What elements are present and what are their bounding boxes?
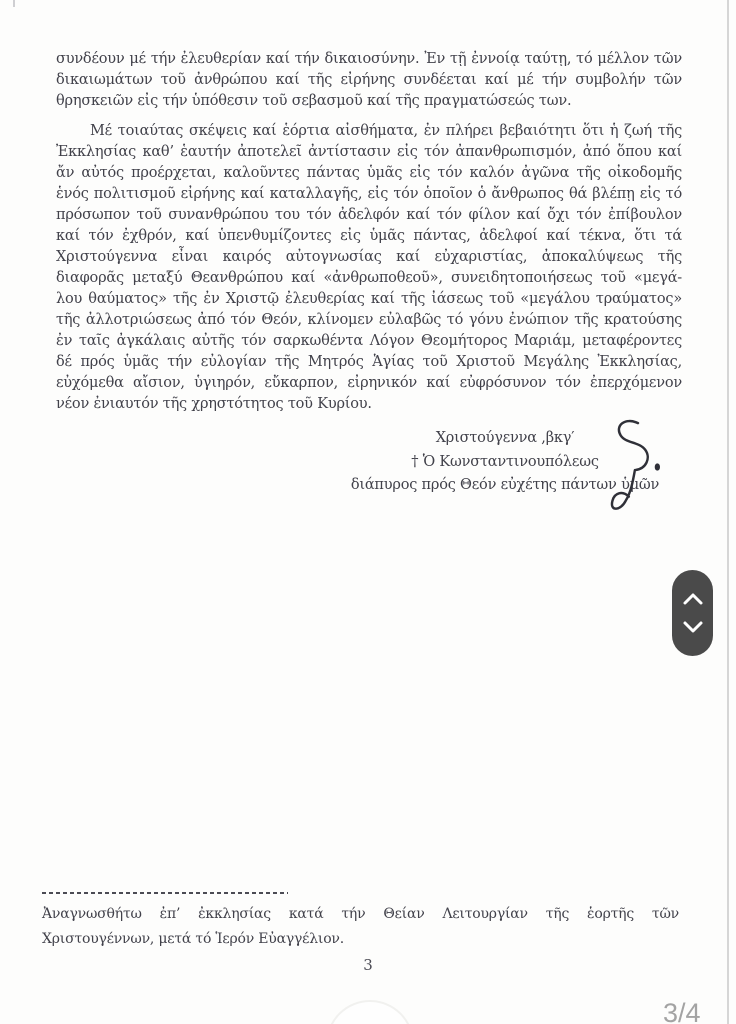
paragraph-closing	[56, 121, 682, 415]
page-nav-control	[672, 570, 713, 656]
footnote-block	[42, 888, 679, 952]
signature-name: † Ὁ Κωνσταντινουπόλεως	[411, 453, 599, 470]
chevron-down-icon	[679, 618, 707, 636]
signature-closing: διάπυρος πρός Θεόν εὐχέτης πάντων ὑμῶν	[350, 477, 660, 493]
text-line: δέ πρός ὑμᾶς τήν εὐλογίαν τῆς Μητρός Ἁγίας τοῦ Χριστοῦ Μεγάλης Ἐκκλησίας,	[56, 354, 682, 370]
text-line: θρησκειῶν εἰς τήν ὑπόθεσιν τοῦ σεβασμοῦ καί τῆς πραγματώσεώς των.	[56, 93, 572, 109]
chevron-up-icon	[679, 590, 707, 608]
page-up-button[interactable]	[678, 589, 708, 609]
text-line: πρόσωπον τοῦ συνανθρώπου του τόν ἀδελφόν καί τόν φίλον καί ὄχι τόν ἐπίβουλον	[56, 207, 682, 223]
scan-edge-mark	[13, 0, 15, 7]
text-line: Ἐκκλησίας καθ’ ἑαυτήν ἀποτελεῖ ἀντίστασιν εἰς τόν ἀπανθρωπισμόν, ἀπό ὅπου καί	[56, 144, 682, 160]
text-line: ἐν ταῖς ἀγκάλαις αὐτῆς τόν σαρκωθέντα Λόγον Θεομήτορος Μαριάμ, μεταφέροντες	[56, 333, 682, 349]
footnote-separator	[42, 892, 288, 894]
text-line: νέον ἐνιαυτόν τῆς χρηστότητος τοῦ Κυρίου.	[56, 396, 372, 412]
text-line: λου θαύματος» τῆς ἐν Χριστῷ ἐλευθερίας καί τῆς ἰάσεως τοῦ «μεγάλου τραύματος»	[56, 291, 682, 307]
text-line: εὐχόμεθα αἴσιον, ὑγιηρόν, εὔκαρπον, εἰρηνικόν καί εὐφρόσυνον τόν ἐπερχόμενον	[56, 375, 682, 391]
text-line: καί τόν ἐχθρόν, καί ὑπενθυμίζοντες εἰς ὑμᾶς πάντας, ἀδελφοί καί τέκνα, ὅτι τά	[56, 228, 682, 244]
signature-date: Χριστούγεννα ,βκγ′	[435, 430, 575, 446]
text-line: Μέ τοιαύτας σκέψεις καί ἑόρτια αἰσθήματα, ἐν πλήρει βεβαιότητι ὅτι ἡ ζωή τῆς	[90, 123, 682, 139]
text-line: ἑνός πολιτισμοῦ εἰρήνης καί καταλλαγῆς, εἰς τόν ὁποῖον ὁ ἄνθρωπος θά βλέπῃ εἰς τό	[56, 186, 682, 202]
text-line: Χριστούγεννα εἶναι καιρός αὐτογνωσίας καί εὐχαριστίας, ἀποκαλύψεως τῆς	[56, 249, 682, 265]
text-line: ἄν αὐτός προέρχεται, καλοῦντες πάντας ὑμᾶς εἰς τόν καλόν ἀγῶνα τῆς οἰκοδομῆς	[56, 165, 682, 181]
text-line: τῆς ἀλλοτριώσεως ἀπό τόν Θεόν, κλίνομεν εὐλαβῶς τό γόνυ ἐνώπιον τῆς κρατούσης	[56, 312, 682, 328]
scan-watermark-circle	[326, 1000, 414, 1024]
paragraph-continuation	[56, 49, 682, 112]
page-down-button[interactable]	[678, 617, 708, 637]
text-line: Χριστουγέννων, μετά τό Ἱερόν Εὐαγγέλιον.	[42, 931, 344, 947]
document-body	[56, 49, 682, 415]
page-number: 3	[363, 956, 373, 974]
handwritten-signature-icon	[603, 416, 675, 518]
text-line: Ἀναγνωσθήτω ἐπ’ ἐκκλησίας κατά τήν Θείαν Λειτουργίαν τῆς ἑορτῆς τῶν	[42, 906, 679, 922]
text-line: διαφορᾶς μεταξύ Θεανθρώπου καί «ἀνθρωποθεοῦ», συνειδητοποιήσεως τοῦ «μεγά-	[56, 270, 682, 286]
page-edge-line	[727, 0, 729, 1024]
footnote-text	[42, 902, 679, 952]
text-line: δικαιωμάτων τοῦ ἀνθρώπου καί τῆς εἰρήνης συνδέεται καί μέ τήν συμβολήν τῶν	[56, 72, 682, 88]
page-indicator: 3/4	[663, 998, 701, 1024]
text-line: συνδέουν μέ τήν ἐλευθερίαν καί τήν δικαιοσύνην. Ἐν τῇ ἐννοίᾳ ταύτῃ, τό μέλλον τῶν	[56, 51, 682, 67]
